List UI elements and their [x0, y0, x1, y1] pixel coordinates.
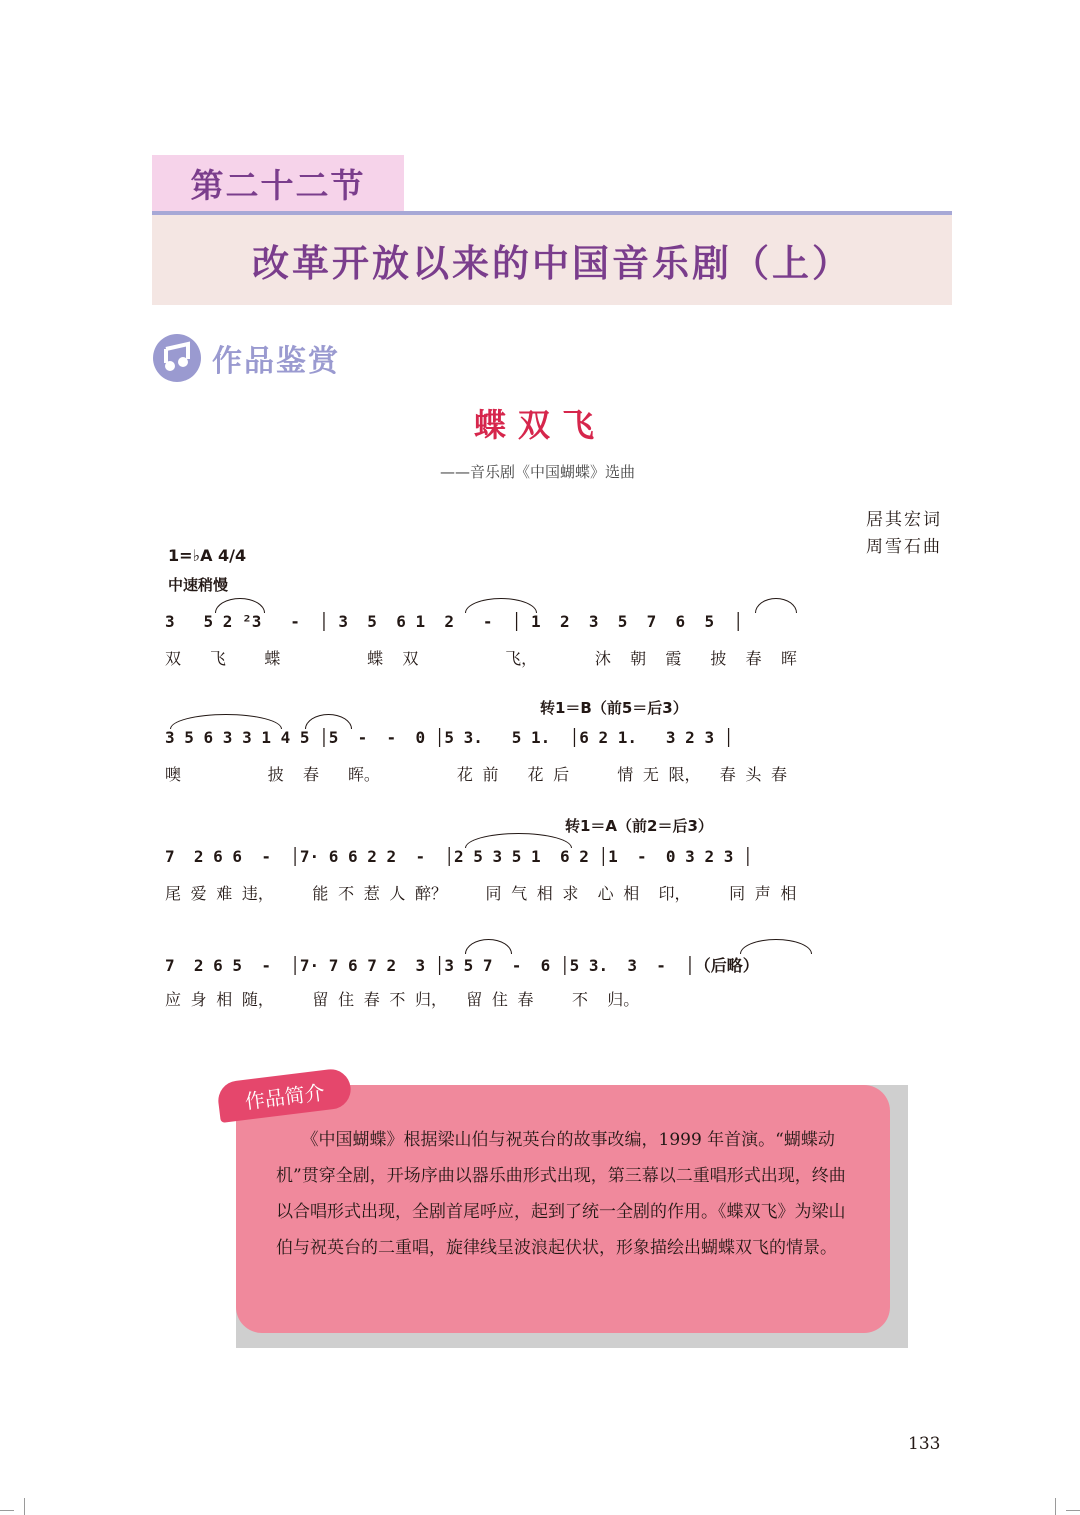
section-number: 第二十二节	[152, 155, 404, 212]
slur	[215, 598, 265, 613]
tie	[465, 833, 572, 848]
notation-notes: 7 2 6 6 - │7· 6 6 2 2 - │2 5 3 5 1 6 2 │1 - 0 3 2 3 │	[165, 847, 753, 866]
notation-lyrics: 噢 披 春 晖。 花 前 花 后 情 无 限， 春 头 春	[165, 765, 788, 784]
slur	[755, 598, 797, 613]
notation-lyrics: 双 飞 蝶 蝶 双 飞， 沐 朝 霞 披 春 晖	[165, 649, 797, 668]
chapter-title-box	[152, 215, 952, 305]
tie	[740, 939, 812, 954]
key-signature: 1=♭A 4/4	[168, 546, 247, 565]
notation-line	[165, 728, 945, 820]
notation-line	[165, 847, 945, 939]
crop-mark	[1066, 1510, 1080, 1511]
notation-line	[165, 612, 945, 704]
notation-notes: 3 5 2 ²3 - │ 3 5 6 1 2 - │ 1 2 3 5 7 6 5 │	[165, 612, 743, 631]
slur	[170, 714, 282, 729]
notation-line	[165, 953, 945, 1045]
appreciation-heading	[152, 333, 340, 383]
song-title: 蝶双飞	[473, 406, 606, 444]
intro-tag: 作品简介	[216, 1067, 353, 1123]
slur	[305, 714, 352, 729]
slur	[465, 939, 512, 954]
notation-lyrics: 尾 爱 难 违， 能 不 惹 人 醉？ 同 气 相 求 心 相 印， 同 声 相	[165, 884, 797, 903]
crop-mark	[24, 1498, 25, 1515]
crop-mark	[1055, 1498, 1056, 1515]
notation-lyrics: 应 身 相 随， 留 住 春 不 归， 留 住 春 不 归。	[165, 990, 640, 1009]
page-number: 133	[908, 1434, 941, 1454]
notation-notes: 7 2 6 5 - │7· 7 6 7 2 3 │3 5 7 - 6 │5 3. 3 - │（后略）	[165, 956, 759, 975]
tempo-marking: 中速稍慢	[168, 576, 229, 594]
notation-notes: 3 5 6 3 3 1 4 5 │5 - - 0 │5 3. 5 1. │6 2 1. 3 2 3 │	[165, 728, 734, 747]
song-subtitle: ——音乐剧《中国蝴蝶》选曲	[440, 463, 636, 481]
key-change: 转1＝A（前2＝后3）	[565, 817, 713, 835]
music-note-icon	[152, 333, 202, 383]
composer-credit: 周雪石曲	[866, 537, 942, 557]
appreciation-label: 作品鉴赏	[212, 344, 340, 379]
key-change: 转1＝B（前5＝后3）	[540, 699, 688, 717]
lyricist-credit: 居其宏词	[866, 510, 942, 530]
slur	[465, 598, 537, 613]
intro-paragraph: 《中国蝴蝶》根据梁山伯与祝英台的故事改编，1999 年首演。“蝴蝶动机”贯穿全剧，开场序曲以器乐曲形式出现，第三幕以二重唱形式出现，终曲以合唱形式出现，全剧首尾呼应，起到了统一全剧的作用。《蝶双飞》为梁山伯与祝英台的二重唱，旋律线呈波浪起伏状，形象描绘出蝴蝶双飞的情景。	[276, 1130, 846, 1258]
chapter-title: 改革开放以来的中国音乐剧（上）	[252, 242, 852, 285]
crop-mark	[0, 1510, 14, 1511]
